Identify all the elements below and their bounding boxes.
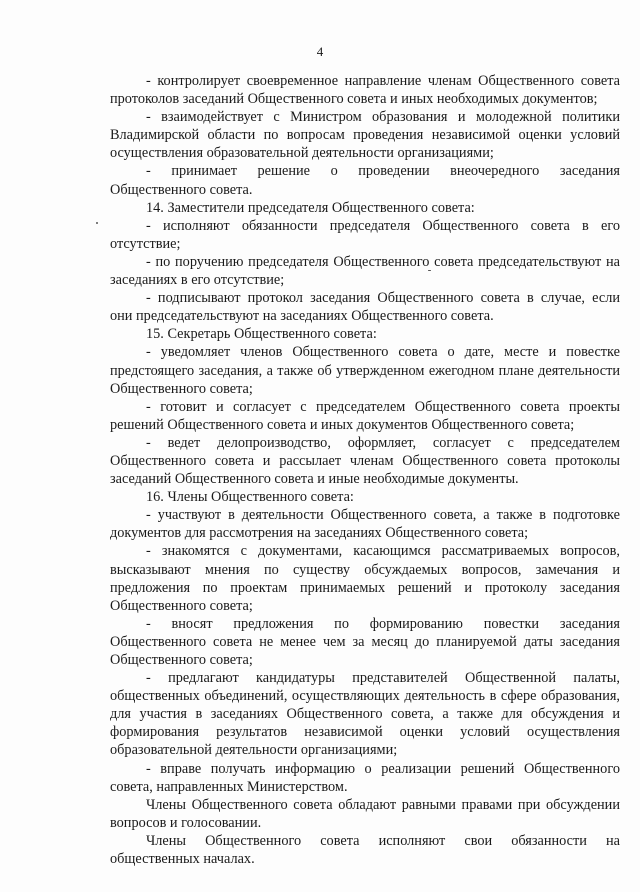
paragraph-line-indented: - принимает решение о проведении внеочередного заседания — [146, 163, 620, 180]
paragraph-line: Общественного совета. — [110, 181, 253, 198]
paragraph-line-indented: - знакомятся с документами, касающимся рассматриваемых вопросов, — [146, 543, 620, 560]
paragraph-line: документов для рассмотрения на заседаниях Общественного совета; — [110, 525, 529, 542]
paragraph-line-indented: Члены Общественного совета обладают равными правами при обсуждении — [146, 796, 620, 813]
paragraph-line: заседаний Общественного совета и иные необходимые документы. — [110, 471, 519, 488]
paragraph-line: вопросов и голосовании. — [110, 814, 262, 831]
paragraph-line: заседаниях в его отсутствие; — [110, 272, 285, 289]
paragraph-line: Общественного совета не менее чем за месяц до планируемой даты заседания — [110, 633, 620, 650]
scan-artifact — [428, 270, 431, 271]
paragraph-line: отсутствие; — [110, 235, 181, 252]
document-body — [110, 72, 620, 868]
paragraph-line: Общественного совета; — [110, 652, 253, 668]
paragraph-line: Общественного совета; — [110, 380, 253, 397]
paragraph-line-indented: 14. Заместители председателя Общественного совета: — [146, 199, 475, 216]
paragraph-line: для участия в заседаниях Общественного совета, а также для обсуждения и — [110, 706, 620, 723]
paragraph-line: Общественного совета и рассылает членам Общественного совета протоколы — [110, 452, 620, 469]
paragraph-line: образовательной деятельности организациями; — [110, 742, 398, 759]
paragraph-line-indented: - исполняют обязанности председателя Общественного совета в его — [146, 217, 620, 234]
paragraph-line: предложения по проектам принимаемых решений и протоколу заседания — [110, 579, 620, 596]
paragraph-line: они председательствуют на заседаниях Общественного совета. — [110, 308, 494, 325]
paragraph-line-indented: - готовит и согласует с председателем Общественного совета проекты — [146, 398, 620, 415]
paragraph-line-indented: - вправе получать информацию о реализации решений Общественного — [146, 760, 620, 777]
paragraph-line-indented: - контролирует своевременное направление членам Общественного совета — [146, 73, 620, 89]
scan-artifact — [96, 222, 98, 224]
paragraph-line: предстоящего заседания, а также об утвержденном ежегодном плане деятельности — [110, 362, 620, 379]
paragraph-line: общественных началах. — [110, 851, 255, 868]
paragraph-line: Владимирской области по вопросам проведения независимой оценки условий — [110, 127, 620, 144]
paragraph-line: осуществления образовательной деятельности организациями; — [110, 145, 494, 162]
paragraph-line-indented: - ведет делопроизводство, оформляет, согласует с председателем — [146, 434, 620, 451]
paragraph-line-indented: - по поручению председателя Общественного совета председательствуют на — [146, 253, 620, 270]
paragraph-line: высказывают мнения по существу обсуждаемых вопросов, замечания и — [110, 561, 620, 578]
paragraph-line-indented: - подписывают протокол заседания Общественного совета в случае, если — [146, 290, 620, 307]
paragraph-line: общественных объединений, осуществляющих деятельность в сфере образования, — [110, 688, 620, 705]
paragraph-line: решений Общественного совета и иных документов Общественного совета; — [110, 416, 575, 433]
paragraph-line-indented: - уведомляет членов Общественного совета о дате, месте и повестке — [146, 344, 620, 361]
paragraph-line-indented: - предлагают кандидатуры представителей Общественной палаты, — [146, 670, 620, 687]
paragraph-line-indented: - взаимодействует с Министром образования и молодежной политики — [146, 109, 620, 126]
paragraph-line-indented: 16. Члены Общественного совета: — [146, 489, 354, 506]
paragraph-line: Общественного совета; — [110, 597, 253, 614]
paragraph-line-indented: - вносят предложения по формированию повестки заседания — [146, 615, 620, 632]
paragraph-line-indented: - участвуют в деятельности Общественного совета, а также в подготовке — [146, 507, 620, 524]
paragraph-line: совета, направленных Министерством. — [110, 778, 348, 795]
paragraph-line-indented: Члены Общественного совета исполняют свои обязанности на — [146, 832, 620, 849]
paragraph-line: формирования результатов независимой оценки условий осуществления — [110, 724, 620, 741]
page-number: 4 — [316, 44, 324, 59]
paragraph-line-indented: 15. Секретарь Общественного совета: — [146, 326, 377, 343]
paragraph-line: протоколов заседаний Общественного совета и иных необходимых документов; — [110, 91, 598, 108]
